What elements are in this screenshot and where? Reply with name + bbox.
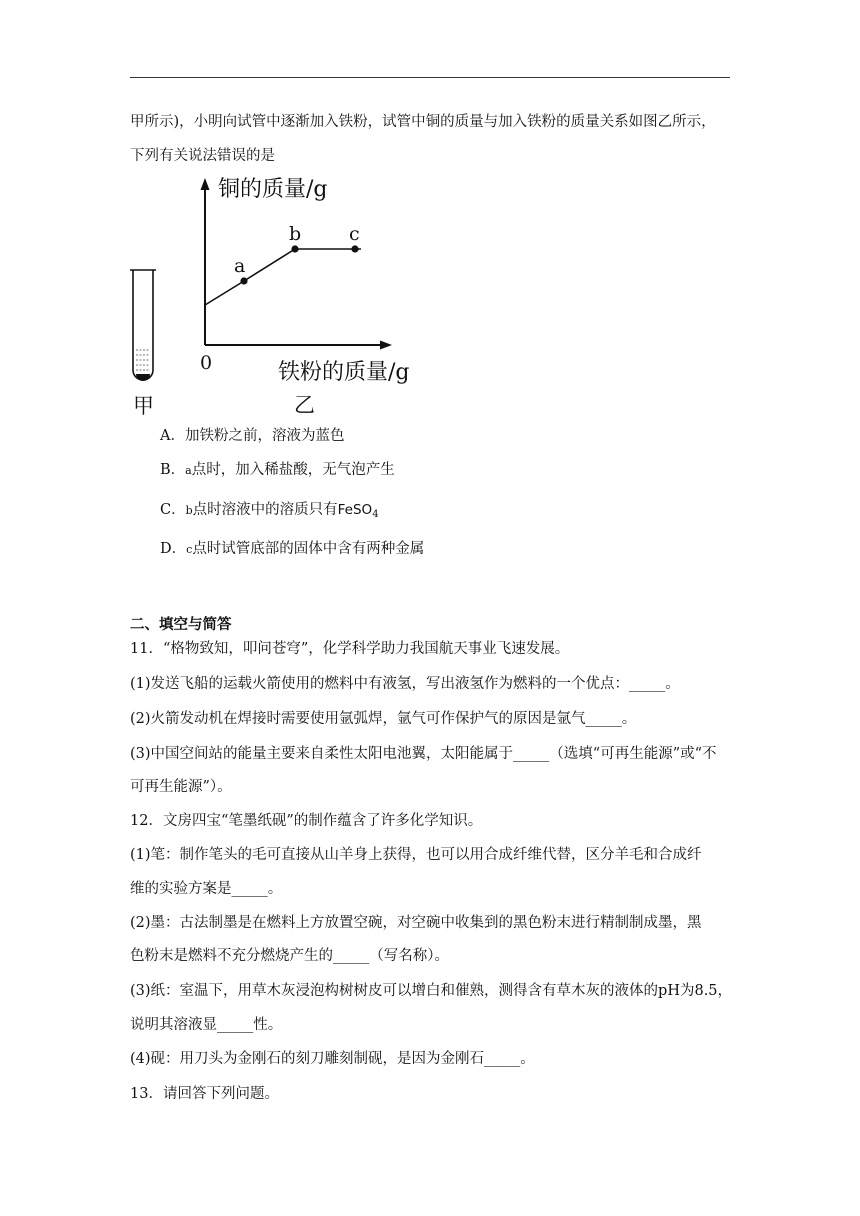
chart-axes xyxy=(201,178,393,350)
option-d-letter: c xyxy=(186,543,193,556)
figure-svg xyxy=(128,170,428,420)
option-d-prefix: D． xyxy=(160,541,187,557)
test-tube xyxy=(130,270,156,381)
point-label-c: c xyxy=(349,223,360,245)
series-line xyxy=(205,249,361,305)
figure xyxy=(128,170,428,420)
data-points xyxy=(240,245,358,284)
y-axis-label: 铜的质量/g xyxy=(218,177,328,202)
option-b-letter: a xyxy=(185,464,192,477)
origin-label: 0 xyxy=(200,352,213,374)
q11-part2: (2)火箭发动机在焊接时需要使用氩弧焊，氩气可作保护气的原因是氩气_____。 xyxy=(130,711,637,727)
section-title: 二、填空与简答 xyxy=(130,617,232,633)
label-yi: 乙 xyxy=(294,393,315,417)
point-label-b: b xyxy=(289,223,302,245)
option-d-text: 点时试管底部的固体中含有两种金属 xyxy=(192,541,425,557)
q11-part1: (1)发送飞船的运载火箭使用的燃料中有液氢，写出液氢作为燃料的一个优点：_____。 xyxy=(130,676,680,692)
option-b-text: 点时，加入稀盐酸，无气泡产生 xyxy=(191,462,395,478)
option-a: A．加铁粉之前，溶液为蓝色 xyxy=(160,428,345,444)
option-d xyxy=(160,539,424,560)
option-c-subscript: 4 xyxy=(372,509,379,520)
option-c-prefix: C． xyxy=(160,502,186,518)
q12-part4: (4)砚：用刀头为金刚石的刻刀雕刻制砚，是因为金刚石_____。 xyxy=(130,1051,535,1067)
intro-line-1: 甲所示)，小明向试管中逐渐加入铁粉，试管中铜的质量与加入铁粉的质量关系如图乙所示， xyxy=(130,114,716,130)
q12-part1-line2: 维的实验方案是_____。 xyxy=(130,881,283,897)
q11-part3-line1: (3)中国空间站的能量主要来自柔性太阳电池翼，太阳能属于_____（选填“可再生能源”或“不 xyxy=(130,746,717,762)
point-label-a: a xyxy=(234,255,246,277)
q12-part2-line2: 色粉末是燃料不充分燃烧产生的_____（写名称）。 xyxy=(130,948,449,964)
q13-stem: 13．请回答下列问题。 xyxy=(130,1086,279,1102)
q12-part3-line1: (3)纸：室温下，用草木灰浸泡构树树皮可以增白和催熟，测得含有草木灰的液体的pH为8.5， xyxy=(130,983,733,999)
data-point-b xyxy=(291,245,298,252)
data-point-c xyxy=(351,245,358,252)
q12-part2-line1: (2)墨：古法制墨是在燃料上方放置空碗，对空碗中收集到的黑色粉末进行精制制成墨，黑 xyxy=(130,915,702,931)
option-b xyxy=(160,460,395,481)
q11-part3-line2: 可再生能源”）。 xyxy=(130,779,232,795)
option-b-prefix: B． xyxy=(160,462,186,478)
label-jia: 甲 xyxy=(133,394,154,418)
header-rule xyxy=(130,77,730,78)
option-c-formula: FeSO xyxy=(337,502,373,518)
option-c-letter: b xyxy=(185,504,193,517)
intro-line-2: 下列有关说法错误的是 xyxy=(130,148,275,164)
q12-part3-line2: 说明其溶液显_____性。 xyxy=(130,1017,283,1033)
option-c xyxy=(160,500,379,525)
x-axis-label: 铁粉的质量/g xyxy=(278,360,410,385)
data-point-a xyxy=(240,277,247,284)
q11-stem: 11．“格物致知，叩问苍穹”，化学科学助力我国航天事业飞速发展。 xyxy=(130,641,570,657)
q12-stem: 12．文房四宝“笔墨纸砚”的制作蕴含了许多化学知识。 xyxy=(130,813,483,829)
option-c-text: 点时溶液中的溶质只有 xyxy=(192,502,338,518)
q12-part1-line1: (1)笔：制作笔头的毛可直接从山羊身上获得，也可以用合成纤维代替，区分羊毛和合成纤 xyxy=(130,847,702,863)
